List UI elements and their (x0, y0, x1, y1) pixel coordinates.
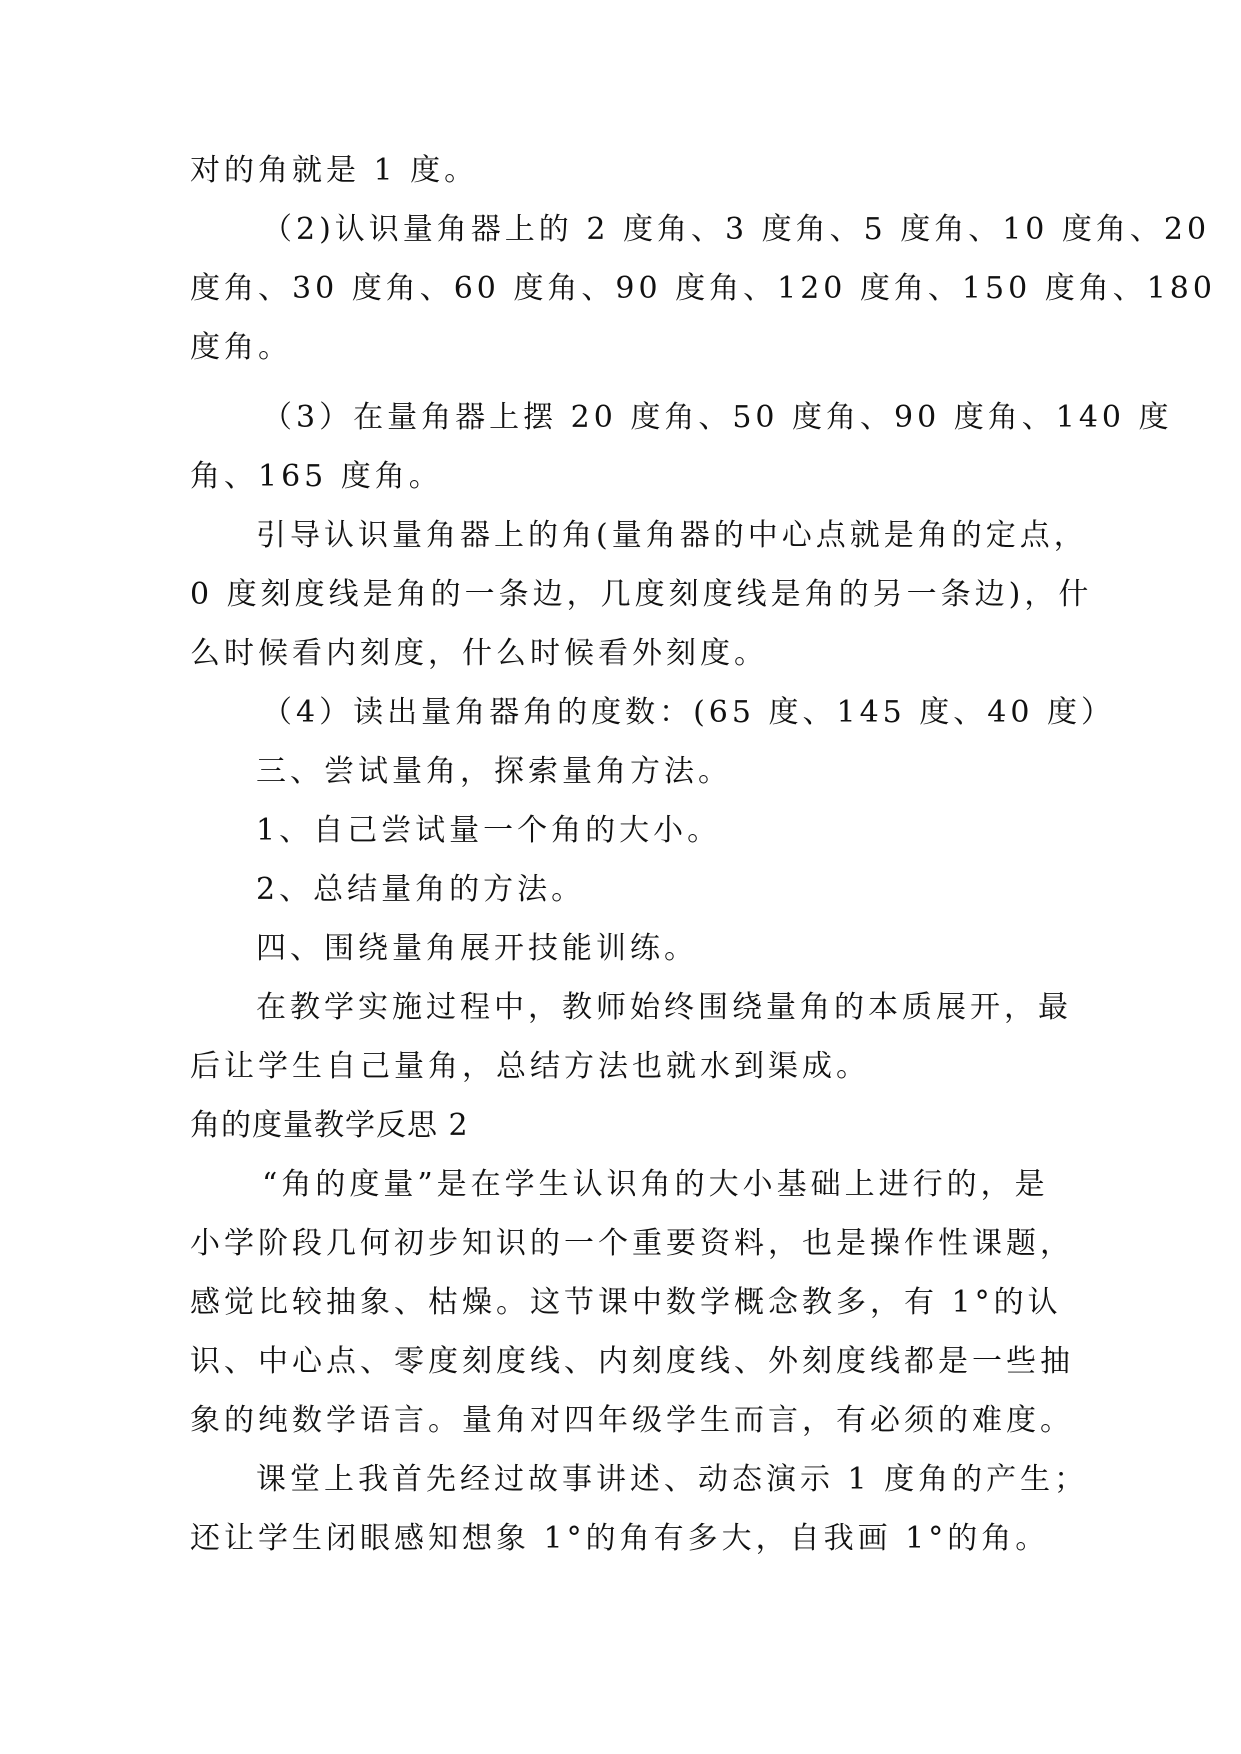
text-line: 小学阶段几何初步知识的一个重要资料，也是操作性课题， (190, 1226, 1074, 1261)
text-line: （2)认识量角器上的 2 度角、3 度角、5 度角、10 度角、20 (262, 212, 1211, 247)
text-line: （4）读出量角器角的度数：(65 度、145 度、40 度） (262, 695, 1116, 730)
text-line: 0 度刻度线是角的一条边，几度刻度线是角的另一条边)，什 (190, 577, 1093, 612)
text-line: 2、总结量角的方法。 (256, 872, 586, 907)
text-line: 引导认识量角器上的角(量角器的中心点就是角的定点， (256, 518, 1088, 553)
text-line: 度角。 (190, 330, 292, 365)
text-line: 感觉比较抽象、枯燥。这节课中数学概念教多，有 1°的认 (190, 1285, 1062, 1320)
text-line: 四、围绕量角展开技能训练。 (256, 931, 698, 966)
text-line: 还让学生闭眼感知想象 1°的角有多大，自我画 1°的角。 (190, 1521, 1050, 1556)
text-line: 识、中心点、零度刻度线、内刻度线、外刻度线都是一些抽 (190, 1344, 1074, 1379)
text-line: 度角、30 度角、60 度角、90 度角、120 度角、150 度角、180 (190, 271, 1216, 306)
text-line: 么时候看内刻度，什么时候看外刻度。 (190, 636, 768, 671)
text-line: 后让学生自己量角，总结方法也就水到渠成。 (190, 1049, 870, 1084)
section-heading: 角的度量教学反思 2 (190, 1108, 469, 1143)
text-line: 角、165 度角。 (190, 459, 443, 494)
text-line: 象的纯数学语言。量角对四年级学生而言，有必须的难度。 (190, 1403, 1074, 1438)
text-line: “角的度量”是在学生认识角的大小基础上进行的，是 (262, 1167, 1049, 1202)
text-line: 课堂上我首先经过故事讲述、动态演示 1 度角的产生； (256, 1462, 1089, 1497)
text-line: 在教学实施过程中，教师始终围绕量角的本质展开，最 (256, 990, 1072, 1025)
text-line: 对的角就是 1 度。 (190, 153, 479, 188)
text-line: （3）在量角器上摆 20 度角、50 度角、90 度角、140 度 (262, 400, 1173, 435)
text-line: 三、尝试量角，探索量角方法。 (256, 754, 732, 789)
text-line: 1、自己尝试量一个角的大小。 (256, 813, 722, 848)
